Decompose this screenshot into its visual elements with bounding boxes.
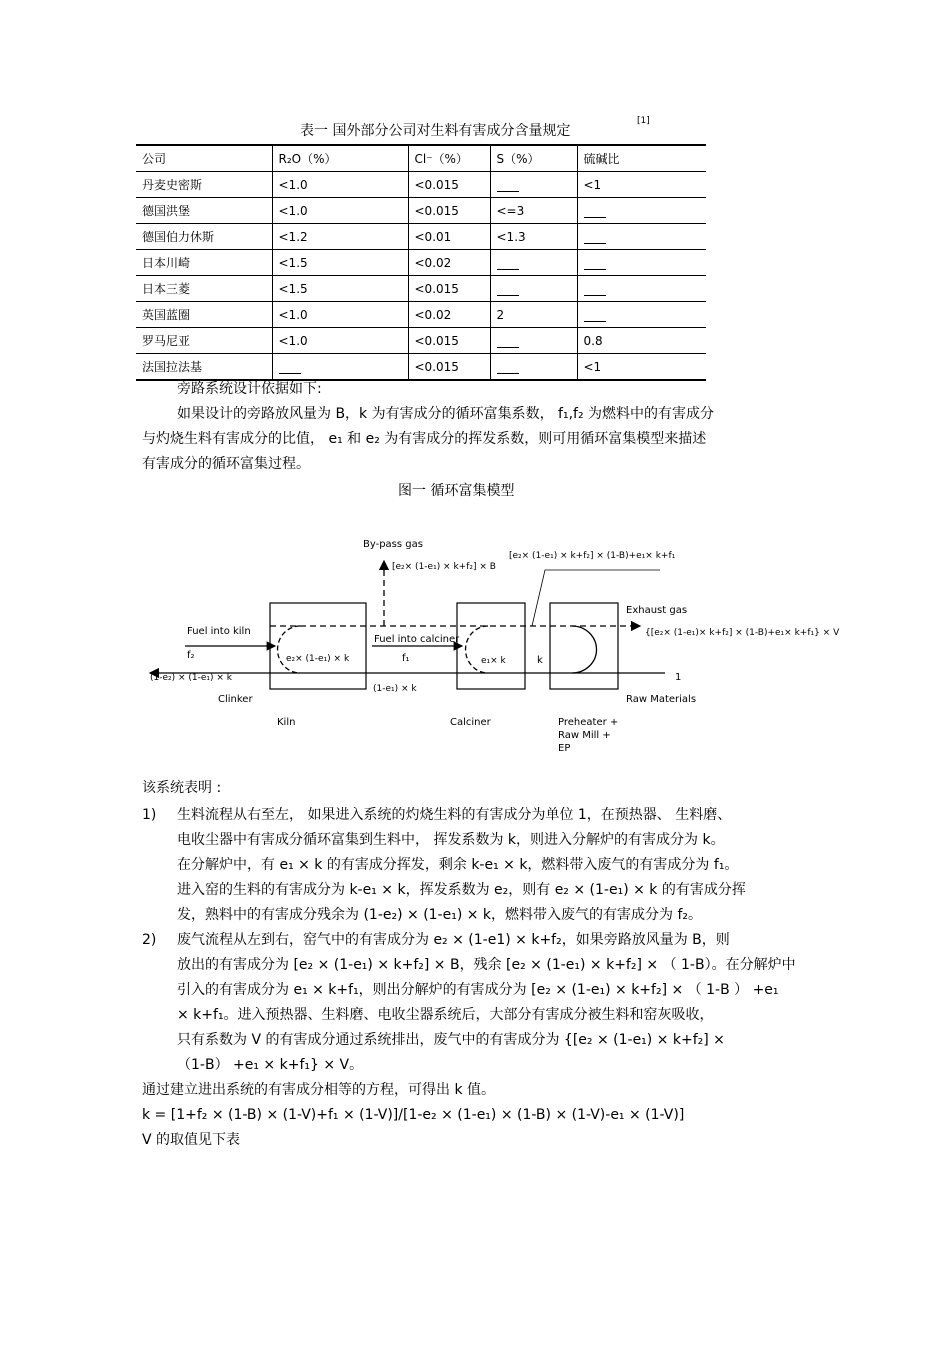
table-cell: 德国洪堡 <box>136 198 272 224</box>
exhaust-expr: {[e₂× (1-e₁)× k+f₂] × (1-B)+e₁× k+f₁} × V <box>645 628 840 638</box>
table-row <box>136 276 706 302</box>
f2-label: f₂ <box>187 650 195 661</box>
table-header-cell: Cl⁻（%） <box>408 145 490 172</box>
item-1-line-1: 生料流程从右至左， 如果进入系统的灼烧生料的有害成分为单位 1，在预热器、 生料磨、 <box>177 807 732 823</box>
table-cell: 0.8 <box>577 328 706 354</box>
intro-line-1: 旁路系统设计依据如下: <box>177 381 322 397</box>
table-cell: 罗马尼亚 <box>136 328 272 354</box>
table-cell: 丹麦史密斯 <box>136 172 272 198</box>
item-2-line-1: 废气流程从左到右，窑气中的有害成分为 e₂ × (1-e1) × k+f₂，如果旁路放风量为 B，则 <box>177 932 730 948</box>
table-header-cell: 硫碱比 <box>577 145 706 172</box>
fuel-calciner-label: Fuel into calciner <box>374 634 460 645</box>
item-2-line-3: 引入的有害成分为 e₁ × k+f₁，则出分解炉的有害成分为 [e₂ × (1-e₁) × k+f₂] × （ 1-B ） +e₁ <box>177 982 779 998</box>
table-cell <box>490 172 577 198</box>
bypass-gas-label: By-pass gas <box>363 539 423 550</box>
one-label: 1 <box>675 672 682 683</box>
table-header-cell: 公司 <box>136 145 272 172</box>
bypass-expr: [e₂× (1-e₁) × k+f₂] × B <box>392 562 496 572</box>
table-cell <box>490 354 577 381</box>
cycle-enrichment-diagram <box>0 525 950 815</box>
equation-intro: 通过建立进出系统的有害成分相等的方程，可得出 k 值。 <box>142 1082 496 1098</box>
limits-table <box>136 144 706 381</box>
top-expr: [e₂× (1-e₁) × k+f₂] × (1-B)+e₁× k+f₁ <box>509 551 676 561</box>
item-1-line-4: 进入窑的生料的有害成分为 k-e₁ × k，挥发系数为 e₂，则有 e₂ × (1-e₁) × k 的有害成分挥 <box>177 882 746 898</box>
table-row <box>136 250 706 276</box>
figure-caption: 图一 循环富集模型 <box>398 483 515 499</box>
table-cell: 英国蓝圈 <box>136 302 272 328</box>
calciner-expr: e₁× k <box>481 656 506 666</box>
preheater-label-2: Raw Mill + <box>558 730 611 741</box>
empty-dash <box>584 207 606 218</box>
top-leader-line <box>532 570 660 626</box>
table-cell: <0.015 <box>408 198 490 224</box>
preheater-label-1: Preheater + <box>558 717 619 728</box>
table-row <box>136 198 706 224</box>
table-cell: <0.02 <box>408 302 490 328</box>
table-cell: <0.02 <box>408 250 490 276</box>
empty-dash <box>497 337 519 348</box>
table-cell: <1.3 <box>490 224 577 250</box>
raw-materials-label: Raw Materials <box>626 694 697 705</box>
item-1-line-2: 电收尘器中有害成分循环富集到生料中， 挥发系数为 k，则进入分解炉的有害成分为 k。 <box>177 832 725 848</box>
item-2-line-4: × k+f₁。进入预热器、生料磨、电收尘器系统后，大部分有害成分被生料和窑灰吸收， <box>177 1007 714 1023</box>
empty-dash <box>497 181 519 192</box>
table-cell: 德国伯力休斯 <box>136 224 272 250</box>
table-cell: <1.0 <box>272 328 408 354</box>
preheater-loop <box>572 626 597 673</box>
table-row <box>136 328 706 354</box>
table-cell: <0.01 <box>408 224 490 250</box>
intro-line-3: 与灼烧生料有害成分的比值， e₁ 和 e₂ 为有害成分的挥发系数，则可用循环富集模型来描述 <box>142 431 707 447</box>
empty-dash <box>497 259 519 270</box>
table-row <box>136 224 706 250</box>
table-header-cell: S（%） <box>490 145 577 172</box>
item-1-number: 1) <box>142 807 157 823</box>
table-cell: 日本三菱 <box>136 276 272 302</box>
preheater-box <box>550 603 618 689</box>
table-cell: <1 <box>577 354 706 381</box>
table-header-cell: R₂O（%） <box>272 145 408 172</box>
table-cell <box>490 250 577 276</box>
table-cell: <1.5 <box>272 250 408 276</box>
mid-expr: (1-e₁) × k <box>373 684 417 694</box>
table-cell: <=3 <box>490 198 577 224</box>
table-cell <box>577 250 706 276</box>
intro-line-4: 有害成分的循环富集过程。 <box>142 456 310 472</box>
empty-dash <box>584 285 606 296</box>
table-cell <box>577 198 706 224</box>
k-label: k <box>537 655 543 666</box>
f1-label: f₁ <box>402 653 410 664</box>
item-2-line-6: （1-B） +e₁ × k+f₁} × V。 <box>177 1057 364 1073</box>
exhaust-gas-label: Exhaust gas <box>626 605 688 616</box>
table-cell: <1.0 <box>272 198 408 224</box>
table-cell <box>490 328 577 354</box>
table-cell: <1.0 <box>272 302 408 328</box>
table-cell: 法国拉法基 <box>136 354 272 381</box>
item-1-line-5: 发，熟料中的有害成分残余为 (1-e₂) × (1-e₁) × k，燃料带入废气的有害成分为 f₂。 <box>177 907 703 923</box>
table-cell <box>490 276 577 302</box>
clinker-label: Clinker <box>218 694 253 705</box>
table-title: 表一 国外部分公司对生料有害成分含量规定 <box>300 123 571 139</box>
table-cell <box>577 276 706 302</box>
table-row <box>136 302 706 328</box>
preheater-label-3: EP <box>558 743 571 754</box>
calciner-label: Calciner <box>450 717 491 728</box>
empty-dash <box>497 363 519 374</box>
empty-dash <box>584 259 606 270</box>
table-header-row <box>136 145 706 172</box>
table-cell: 2 <box>490 302 577 328</box>
kiln-expr: e₂× (1-e₁) × k <box>286 654 350 664</box>
table-cell: <1.2 <box>272 224 408 250</box>
item-2-number: 2) <box>142 932 157 948</box>
table-cell: <1.0 <box>272 172 408 198</box>
item-2-line-2: 放出的有害成分为 [e₂ × (1-e₁) × k+f₂] × B，残余 [e₂ × (1-e₁) × k+f₂] × （ 1-B）。在分解炉中 <box>177 957 796 973</box>
v-table-note: V 的取值见下表 <box>142 1132 241 1148</box>
table-cell: <1.5 <box>272 276 408 302</box>
empty-dash <box>584 233 606 244</box>
table-cell: <0.015 <box>408 328 490 354</box>
calciner-box <box>457 603 525 689</box>
table-row <box>136 172 706 198</box>
table-cell <box>577 224 706 250</box>
item-1-line-3: 在分解炉中，有 e₁ × k 的有害成分挥发，剩余 k-e₁ × k，燃料带入废气的有害成分为 f₁。 <box>177 857 739 873</box>
table-cell: <0.015 <box>408 276 490 302</box>
kiln-label: Kiln <box>277 717 296 728</box>
table-cell: 日本川崎 <box>136 250 272 276</box>
table-cell: <0.015 <box>408 354 490 381</box>
intro-line-2: 如果设计的旁路放风量为 B，k 为有害成分的循环富集系数， f₁,f₂ 为燃料中的有害成分 <box>177 406 715 422</box>
table-reference: [1] <box>637 116 650 126</box>
table-cell <box>577 302 706 328</box>
clinker-expr: (1-e₂) × (1-e₁) × k <box>150 673 233 683</box>
fuel-kiln-label: Fuel into kiln <box>187 626 251 637</box>
empty-dash <box>497 285 519 296</box>
table-cell: <0.015 <box>408 172 490 198</box>
system-intro: 该系统表明 : <box>142 780 222 796</box>
table-cell: <1 <box>577 172 706 198</box>
kiln-box <box>270 603 366 689</box>
item-2-line-5: 只有系数为 V 的有害成分通过系统排出，废气中的有害成分为 {[e₂ × (1-e₁) × k+f₂] × <box>177 1032 725 1048</box>
empty-dash <box>279 363 301 374</box>
k-equation: k = [1+f₂ × (1-B) × (1-V)+f₁ × (1-V)]/[1-e₂ × (1-e₁) × (1-B) × (1-V)-e₁ × (1-V)] <box>142 1107 685 1123</box>
kiln-loop <box>278 626 300 673</box>
empty-dash <box>584 311 606 322</box>
